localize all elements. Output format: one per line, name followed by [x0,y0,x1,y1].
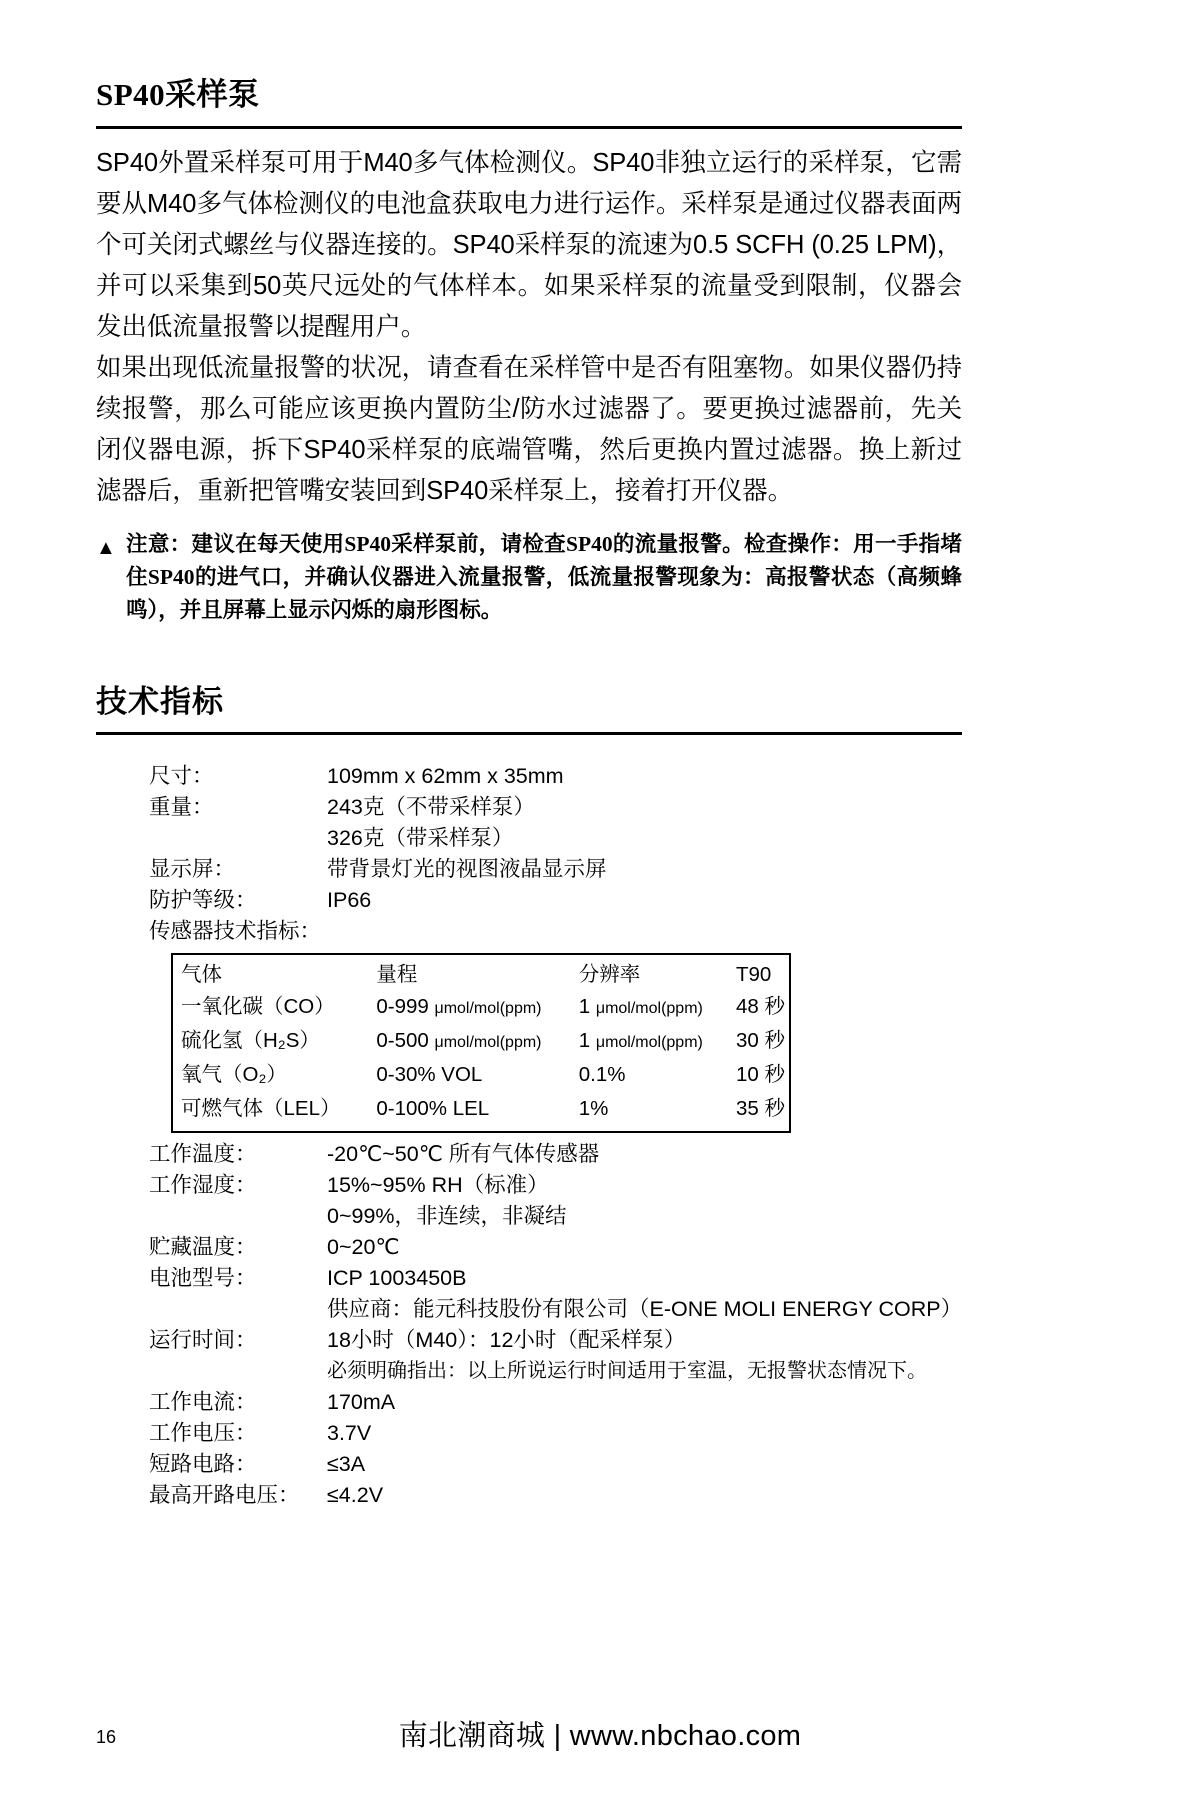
spec-row [149,1325,962,1356]
spec-value: 15%~95% RH（标准） [327,1173,549,1198]
spec-value: 18小时（M40）：12小时（配采样泵） [327,1328,686,1353]
spec-row-continuation [149,1201,962,1232]
spec-row [149,761,962,792]
warning-triangle-icon: ▲ [96,537,116,560]
res-value: 1 [578,995,591,1019]
col-header-range: 量程 [376,963,418,987]
spec-value: 带背景灯光的视图液晶显示屏 [327,857,607,882]
spec-value: -20℃~50℃ 所有气体传感器 [327,1142,600,1167]
cell-gas: 一氧化碳（CO） [181,995,335,1019]
spec-row [149,1170,962,1201]
cell-range [368,991,570,1025]
spec-label: 工作电压： [149,1421,257,1446]
spec-label: 贮藏温度： [149,1235,257,1260]
spec-row [149,1449,962,1480]
range-unit: μmol/mol(ppm) [434,1000,542,1018]
page-number: 16 [96,1727,117,1747]
gas-table-body [173,991,789,1131]
col-header-resolution: 分辨率 [578,963,641,987]
spec-row [149,1387,962,1418]
spec-list-top [96,761,962,947]
cell-gas: 可燃气体（LEL） [181,1097,341,1121]
cell-range [368,1093,570,1131]
spec-row [149,916,962,947]
spec-row [149,885,962,916]
spec-label: 传感器技术指标： [149,919,322,944]
spec-label: 工作电流： [149,1390,257,1415]
spec-row [149,854,962,885]
spec-label: 最高开路电压： [149,1483,300,1508]
spec-value: 243克（不带采样泵） [327,795,535,820]
cell-resolution [571,991,728,1025]
cell-t90: 35 秒 [736,1097,785,1121]
spec-label: 工作温度： [149,1142,257,1167]
specs-divider [96,732,962,735]
cell-resolution [571,1059,728,1093]
warning-note [96,528,962,627]
cell-t90: 48 秒 [736,995,785,1019]
spec-label: 运行时间： [149,1328,257,1353]
spec-value: ICP 1003450B [327,1266,467,1291]
col-header-gas: 气体 [181,963,222,987]
spec-label: 显示屏： [149,857,236,882]
spec-label: 防护等级： [149,888,257,913]
spec-value: 170mA [327,1390,396,1415]
col-header-t90: T90 [736,963,772,987]
spec-row [149,1263,962,1294]
cell-t90: 30 秒 [736,1029,785,1053]
table-header-row [173,955,789,991]
spec-value: 0~99%，非连续，非凝结 [327,1204,567,1229]
res-value: 1 [578,1029,591,1053]
cell-t90: 10 秒 [736,1063,785,1087]
cell-resolution [571,1093,728,1131]
cell-gas: 氧气（O₂） [181,1063,287,1087]
spec-value: 109mm x 62mm x 35mm [327,764,564,789]
spec-value: 供应商：能元科技股份有限公司（E-ONE MOLI ENERGY CORP） [327,1297,963,1322]
table-row [173,1059,789,1093]
intro-paragraph-1: SP40外置采样泵可用于M40多气体检测仪。SP40非独立运行的采样泵，它需要从M40多气体检测仪的电池盒获取电力进行运作。采样泵是通过仪器表面两个可关闭式螺丝与仪器连接的。SP40采样泵的流速为0.5 SCFH (0.25 LPM)，并可以采集到50英尺远处的气体样本。如果采样泵的流量受到限制，仪器会发出低流量报警以提醒用户。 [96,149,962,342]
res-value: 0.1% [578,1063,626,1087]
spec-label: 短路电路： [149,1452,257,1477]
spec-row [149,1139,962,1170]
page-title: SP40采样泵 [96,77,260,112]
res-value: 1% [578,1097,609,1121]
spec-value: ≤3A [327,1452,366,1477]
spec-list-bottom [96,1139,962,1511]
table-row [173,991,789,1025]
intro-paragraph-2: 如果出现低流量报警的状况，请查看在采样管中是否有阻塞物。如果仪器仍持续报警，那么可能应该更换内置防尘/防水过滤器了。要更换过滤器前，先关闭仪器电源，拆下SP40采样泵的底端管嘴，然后更换内置过滤器。换上新过滤器后，重新把管嘴安装回到SP40采样泵上，接着打开仪器。 [96,354,962,506]
cell-gas: 硫化氢（H₂S） [181,1029,320,1053]
res-unit: μmol/mol(ppm) [595,1000,703,1018]
title-divider [96,126,962,129]
spec-row [149,792,962,823]
spec-value: 3.7V [327,1421,372,1446]
range-value: 0-100% LEL [376,1097,490,1121]
warning-note-text: 注意：建议在每天使用SP40采样泵前，请检查SP40的流量报警。检查操作：用一手指堵住SP40的进气口，并确认仪器进入流量报警，低流量报警现象为：高报警状态（高频蜂鸣），并且屏幕上显示闪烁的扇形图标。 [126,532,962,623]
range-value: 0-999 [376,995,429,1019]
range-value: 0-500 [376,1029,429,1053]
spec-value: 必须明确指出：以上所说运行时间适用于室温，无报警状态情况下。 [327,1360,927,1383]
table-row [173,1025,789,1059]
cell-resolution [571,1025,728,1059]
spec-value: 0~20℃ [327,1235,400,1260]
cell-range [368,1059,570,1093]
spec-value: ≤4.2V [327,1483,384,1508]
page-content [96,78,962,1511]
spec-value: 326克（带采样泵） [327,826,514,851]
spec-row [149,1418,962,1449]
footer-brand: 南北潮商城 | www.nbchao.com [398,1720,802,1752]
page-footer [0,1706,1200,1754]
cell-range [368,1025,570,1059]
table-row [173,1093,789,1131]
range-unit: μmol/mol(ppm) [434,1034,542,1052]
spec-label: 重量： [149,795,214,820]
spec-row-continuation [149,1294,962,1325]
spec-value: IP66 [327,888,372,913]
gas-sensor-table [171,953,791,1133]
res-unit: μmol/mol(ppm) [595,1034,703,1052]
spec-label: 工作湿度： [149,1173,257,1198]
section-title-specs: 技术指标 [96,684,224,720]
range-value: 0-30% VOL [376,1063,483,1087]
spec-row [149,1232,962,1263]
spec-row-continuation [149,1356,962,1387]
spec-label: 尺寸： [149,764,214,789]
spec-label: 电池型号： [149,1266,257,1291]
spec-row [149,1480,962,1511]
spec-row-continuation [149,823,962,854]
